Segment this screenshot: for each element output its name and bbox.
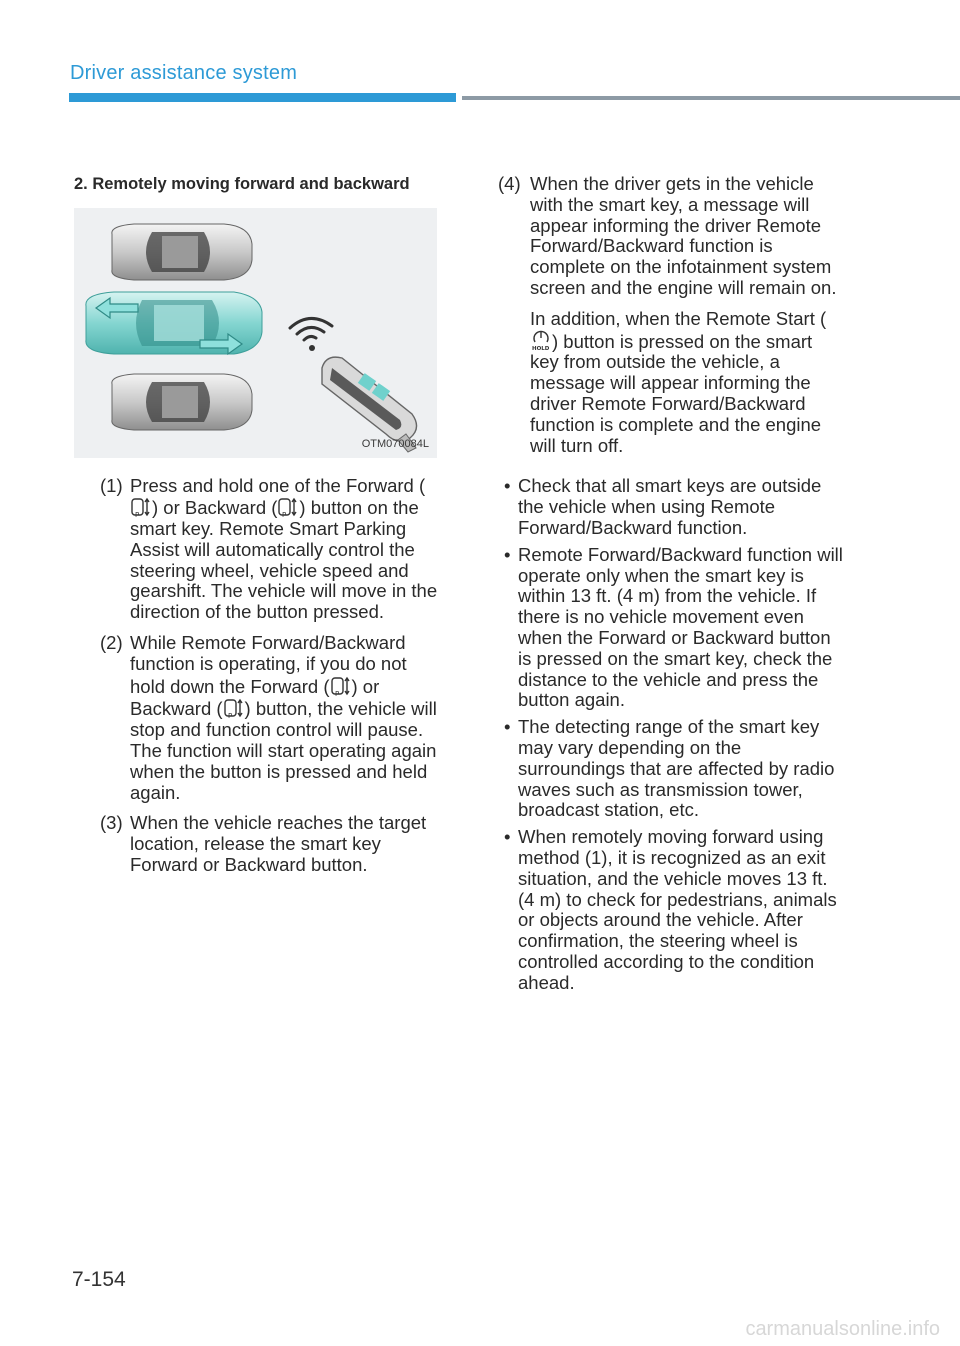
remote-start-hold-icon	[530, 330, 552, 352]
header-rule-gray	[462, 96, 960, 100]
remote-parking-button-icon	[223, 697, 245, 719]
step-text: When the driver gets in the vehicle with the smart key, a message will appear informing the driver Remote Forward/Backward function is complete on the infotainment system screen and the engine will remain on.	[530, 173, 837, 298]
step-heading: 2. Remotely moving forward and backward	[74, 175, 410, 193]
left-column	[74, 174, 444, 876]
page-number: 7-154	[72, 1268, 126, 1291]
illustration	[74, 208, 437, 458]
section-title: Driver assistance system	[70, 62, 298, 84]
step-text: Press and hold one of the Forward ( P ) or Backward ( P ) button on the smart key. Remote Smart Parking Assist will automatically control the steering wheel, vehicle speed and gearshift. The vehicle will move in the direction of the button pressed.	[130, 474, 438, 623]
step-text: When the vehicle reaches the target location, release the smart key Forward or Backward button.	[130, 812, 427, 876]
notes-list	[498, 476, 843, 993]
step-1	[74, 476, 444, 624]
watermark: carmanualsonline.info	[745, 1318, 940, 1340]
right-column	[498, 174, 843, 999]
list-item: • The detecting range of the smart key may vary depending on the surroundings that are affected by radio waves such as transmission tower, broadcast station, etc.	[504, 716, 835, 821]
parking-illustration	[74, 208, 437, 458]
wireless-signal-icon	[290, 318, 332, 351]
step-number: (2)	[100, 632, 123, 654]
car-icon	[112, 374, 252, 430]
header-rule-accent	[69, 93, 456, 102]
figure-code: OTM070084L	[361, 437, 429, 450]
svg-text:P: P	[227, 712, 232, 720]
step-number: (4)	[498, 173, 521, 194]
step-number: (1)	[100, 474, 123, 496]
svg-text:P: P	[334, 689, 339, 697]
list-item: • Remote Forward/Backward function will operate only when the smart key is within 13 ft. (4 m) from the vehicle. If there is no vehicle movement even when the Forward or Backward button is pressed on the smart key, check the distance to the vehicle and press the button again.	[504, 543, 843, 711]
list-item: • When remotely moving forward using method (1), it is recognized as an exit situation, and the vehicle moves 13 ft. (4 m) to check for pedestrians, animals or objects around the vehicle. After confirmation, the steering wheel is controlled according to the condition ahead.	[504, 826, 837, 993]
remote-parking-button-icon	[330, 675, 352, 697]
svg-text:P: P	[282, 511, 287, 519]
svg-text:P: P	[135, 511, 140, 519]
step-text: While Remote Forward/Backward function is operating, if you do not hold down the Forward ( P ) or Backward ( P ) button, the vehicle will stop and function control will pause. The function will start operating again when the button is pressed and held again.	[130, 632, 437, 803]
list-item: • Check that all smart keys are outside the vehicle when using Remote Forward/Backward function.	[504, 475, 822, 538]
step-3	[74, 813, 444, 875]
step-number: (3)	[100, 812, 123, 834]
car-icon	[112, 224, 252, 280]
step-text-addition: In addition, when the Remote Start ( HOLD ) button is pressed on the smart key from outside the vehicle, a message will appear informing the driver Remote Forward/Backward function is complete and the engine will turn off.	[530, 307, 827, 456]
step-2	[74, 633, 444, 803]
step-4	[498, 174, 843, 456]
remote-parking-button-icon	[130, 496, 152, 518]
svg-text:HOLD: HOLD	[532, 345, 550, 352]
remote-parking-button-icon	[277, 496, 299, 518]
